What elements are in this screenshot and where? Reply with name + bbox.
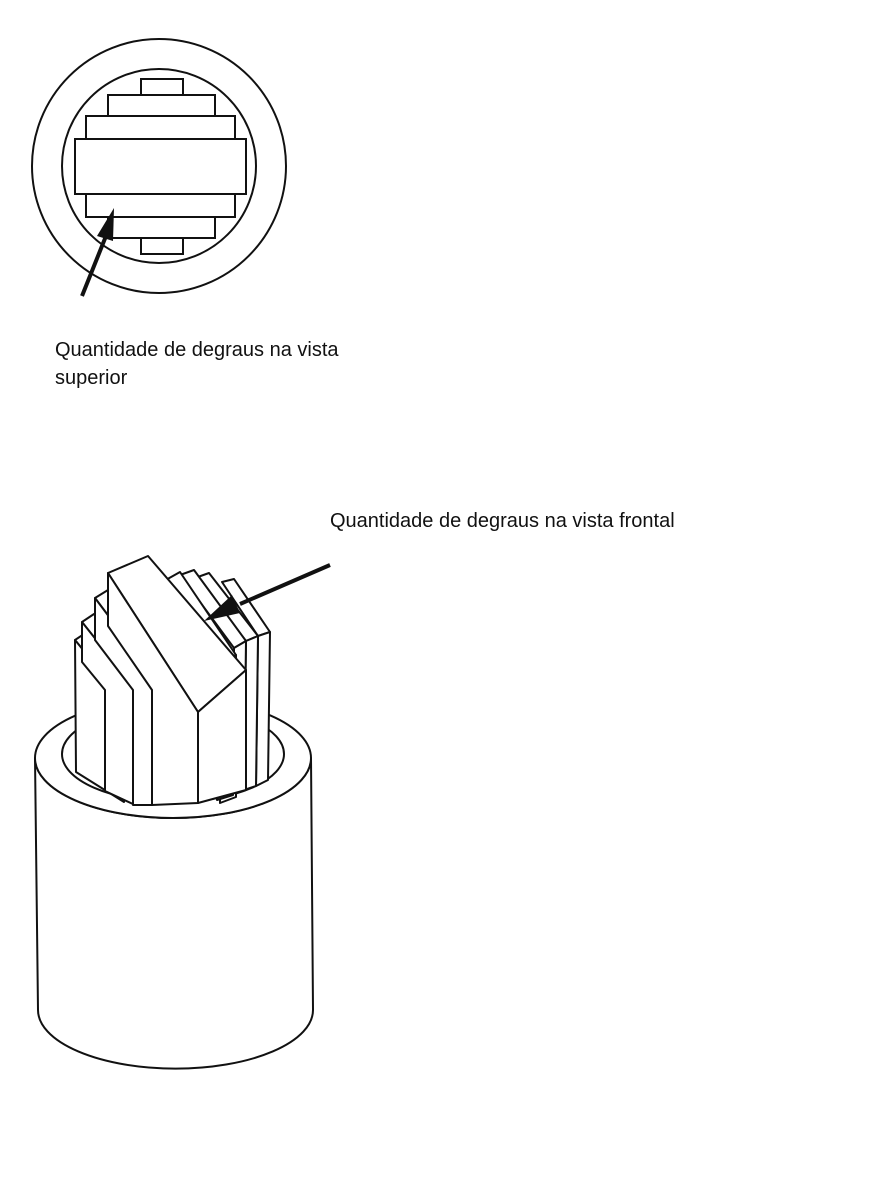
top-view-caption-line2: superior xyxy=(55,367,128,389)
top-view-caption-line1: Quantidade de degraus na vista xyxy=(55,339,339,361)
isometric-core-diagram xyxy=(0,0,360,1191)
front-view-caption: Quantidade de degraus na vista frontal xyxy=(330,510,675,532)
